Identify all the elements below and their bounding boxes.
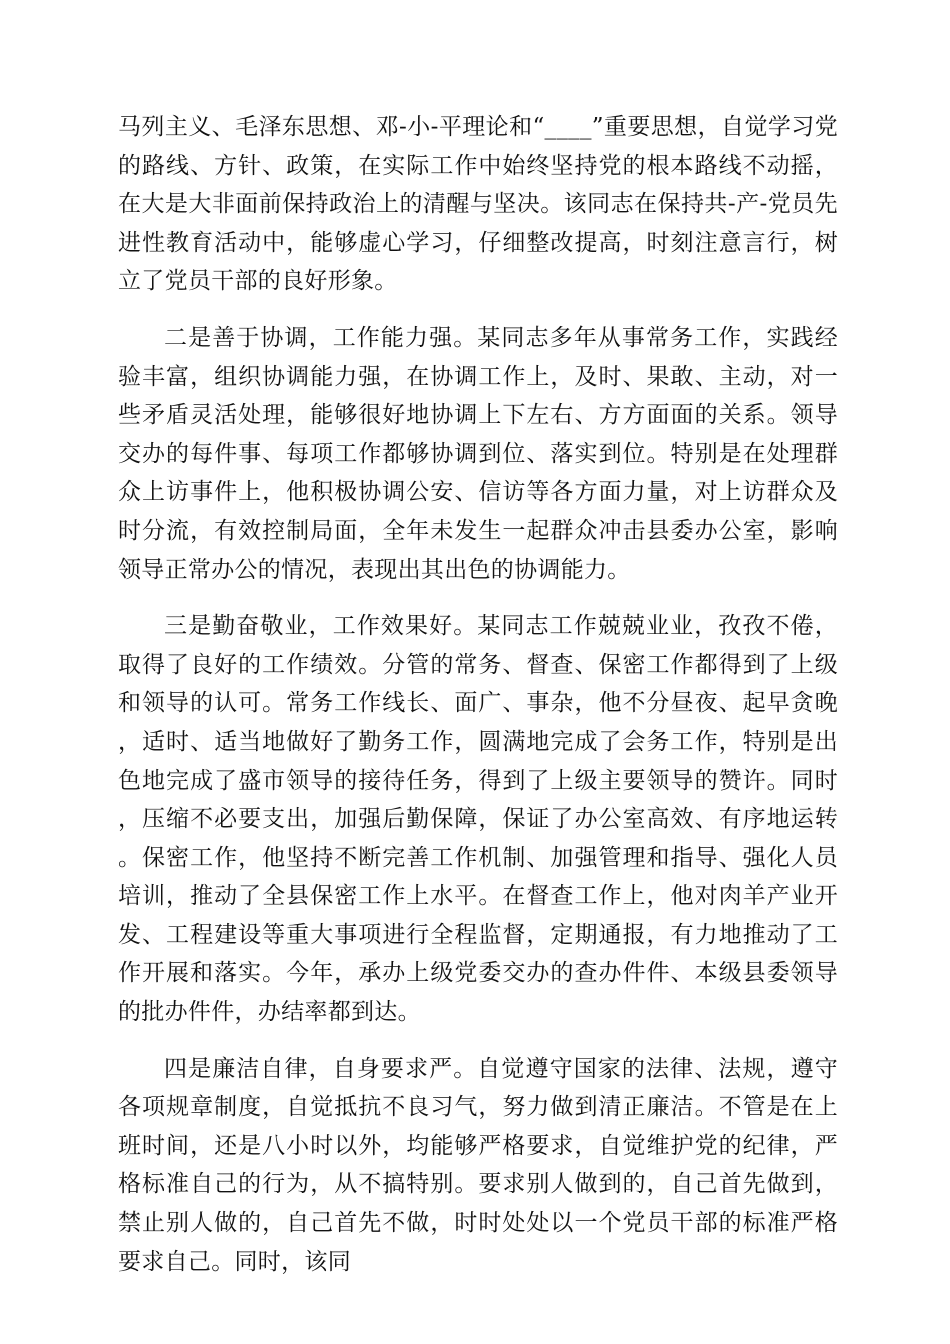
document-body (118, 108, 838, 1299)
paragraph-continuation: 马列主义、毛泽东思想、邓-小-平理论和“____”重要思想，自觉学习党的路线、方针、政策，在实际工作中始终坚持党的根本路线不动摇，在大是大非面前保持政治上的清醒与坚决。该同志在保持共-产-党员先进性教育活动中，能够虚心学习，仔细整改提高，时刻注意言行，树立了党员干部的良好形象。 (118, 114, 838, 295)
paragraph-coordination: 二是善于协调，工作能力强。某同志多年从事常务工作，实践经验丰富，组织协调能力强，在协调工作上，及时、果敢、主动，对一些矛盾灵活处理，能够很好地协调上下左右、方方面面的关系。领导交办的每件事、每项工作都够协调到位、落实到位。特别是在处理群众上访事件上，他积极协调公安、信访等各方面力量，对上访群众及时分流，有效控制局面，全年未发生一起群众冲击县委办公室，影响领导正常办公的情况，表现出其出色的协调能力。 (118, 324, 838, 583)
paragraph-dedication: 三是勤奋敬业，工作效果好。某同志工作兢兢业业，孜孜不倦，取得了良好的工作绩效。分管的常务、督查、保密工作都得到了上级和领导的认可。常务工作线长、面广、事杂，他不分昼夜、起早贪晚，适时、适当地做好了勤务工作，圆满地完成了会务工作，特别是出色地完成了盛市领导的接待任务，得到了上级主要领导的赞许。同时，压缩不必要支出，加强后勤保障，保证了办公室高效、有序地运转。保密工作，他坚持不断完善工作机制、加强管理和指导、强化人员培训，推动了全县保密工作上水平。在督查工作上，他对肉羊产业开发、工程建设等重大事项进行全程监督，定期通报，有力地推动了工作开展和落实。今年，承办上级党委交办的查办件件、本级县委领导的批办件件，办结率都到达。 (118, 613, 838, 1026)
paragraph-integrity: 四是廉洁自律，自身要求严。自觉遵守国家的法律、法规，遵守各项规章制度，自觉抵抗不良习气，努力做到清正廉洁。不管是在上班时间，还是八小时以外，均能够严格要求，自觉维护党的纪律，严格标准自己的行为，从不搞特别。要求别人做到的，自己首先做到，禁止别人做的，自己首先不做，时时处处以一个党员干部的标准严格要求自己。同时，该同 (118, 1055, 838, 1275)
